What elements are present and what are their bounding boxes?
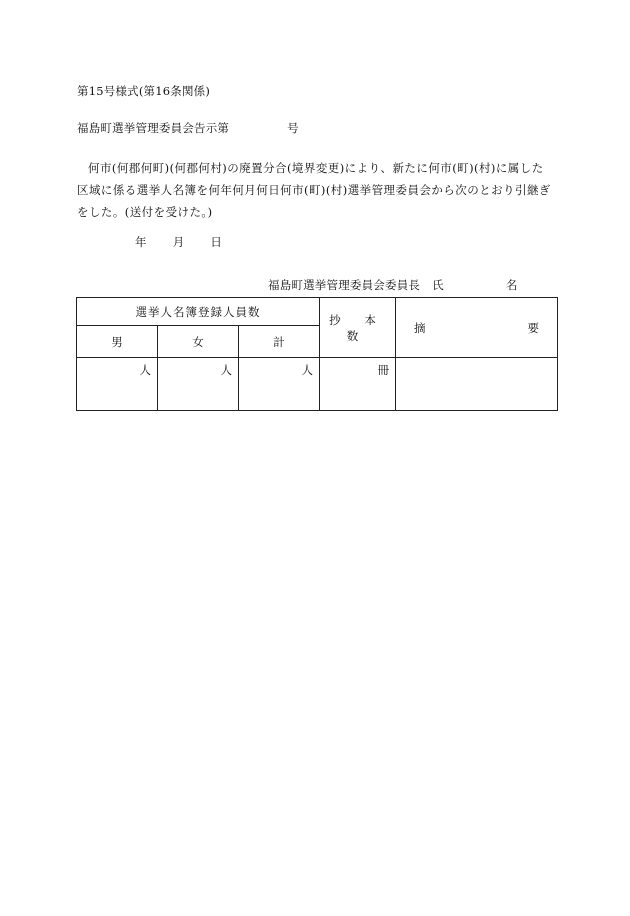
date-line (135, 235, 222, 249)
registered-count-header: 選挙人名簿登録人員数 (77, 298, 320, 326)
notice-suffix: 号 (287, 121, 299, 135)
female-header: 女 (158, 326, 239, 358)
summary-cell (396, 358, 558, 411)
table-header-row (77, 298, 558, 326)
notice-prefix: 福島町選挙管理委員会告示第 (77, 121, 230, 135)
copies-header: 抄 本 数 (320, 298, 396, 358)
copies-count-cell: 冊 (320, 358, 396, 411)
signature-shi: 氏 (432, 278, 444, 292)
male-header: 男 (77, 326, 158, 358)
notice-number-line (77, 121, 299, 135)
signature-line (268, 278, 518, 292)
male-count-cell: 人 (77, 358, 158, 411)
signature-mei: 名 (505, 278, 518, 292)
female-count-cell: 人 (158, 358, 239, 411)
form-number: 第15号様式(第16条関係) (77, 84, 211, 98)
date-month: 月 (172, 235, 185, 249)
date-day: 日 (210, 235, 223, 249)
total-header: 計 (239, 326, 320, 358)
table-row (77, 358, 558, 411)
total-count-cell: 人 (239, 358, 320, 411)
notice-body: 何市(何郡何町)(何郡何村)の廃置分合(境界変更)により、新たに何市(町)(村)に属した区域に係る選挙人名簿を何年何月何日何市(町)(村)選挙管理委員会から次のとおり引継ぎをした。(送付を受けた。) (77, 161, 551, 219)
date-year: 年 (135, 235, 147, 249)
signature-title: 福島町選挙管理委員会委員長 (268, 278, 421, 292)
register-table (76, 297, 558, 411)
summary-header (396, 298, 558, 358)
summary-header-right: 要 (527, 320, 539, 335)
summary-header-left: 摘 (414, 320, 426, 335)
